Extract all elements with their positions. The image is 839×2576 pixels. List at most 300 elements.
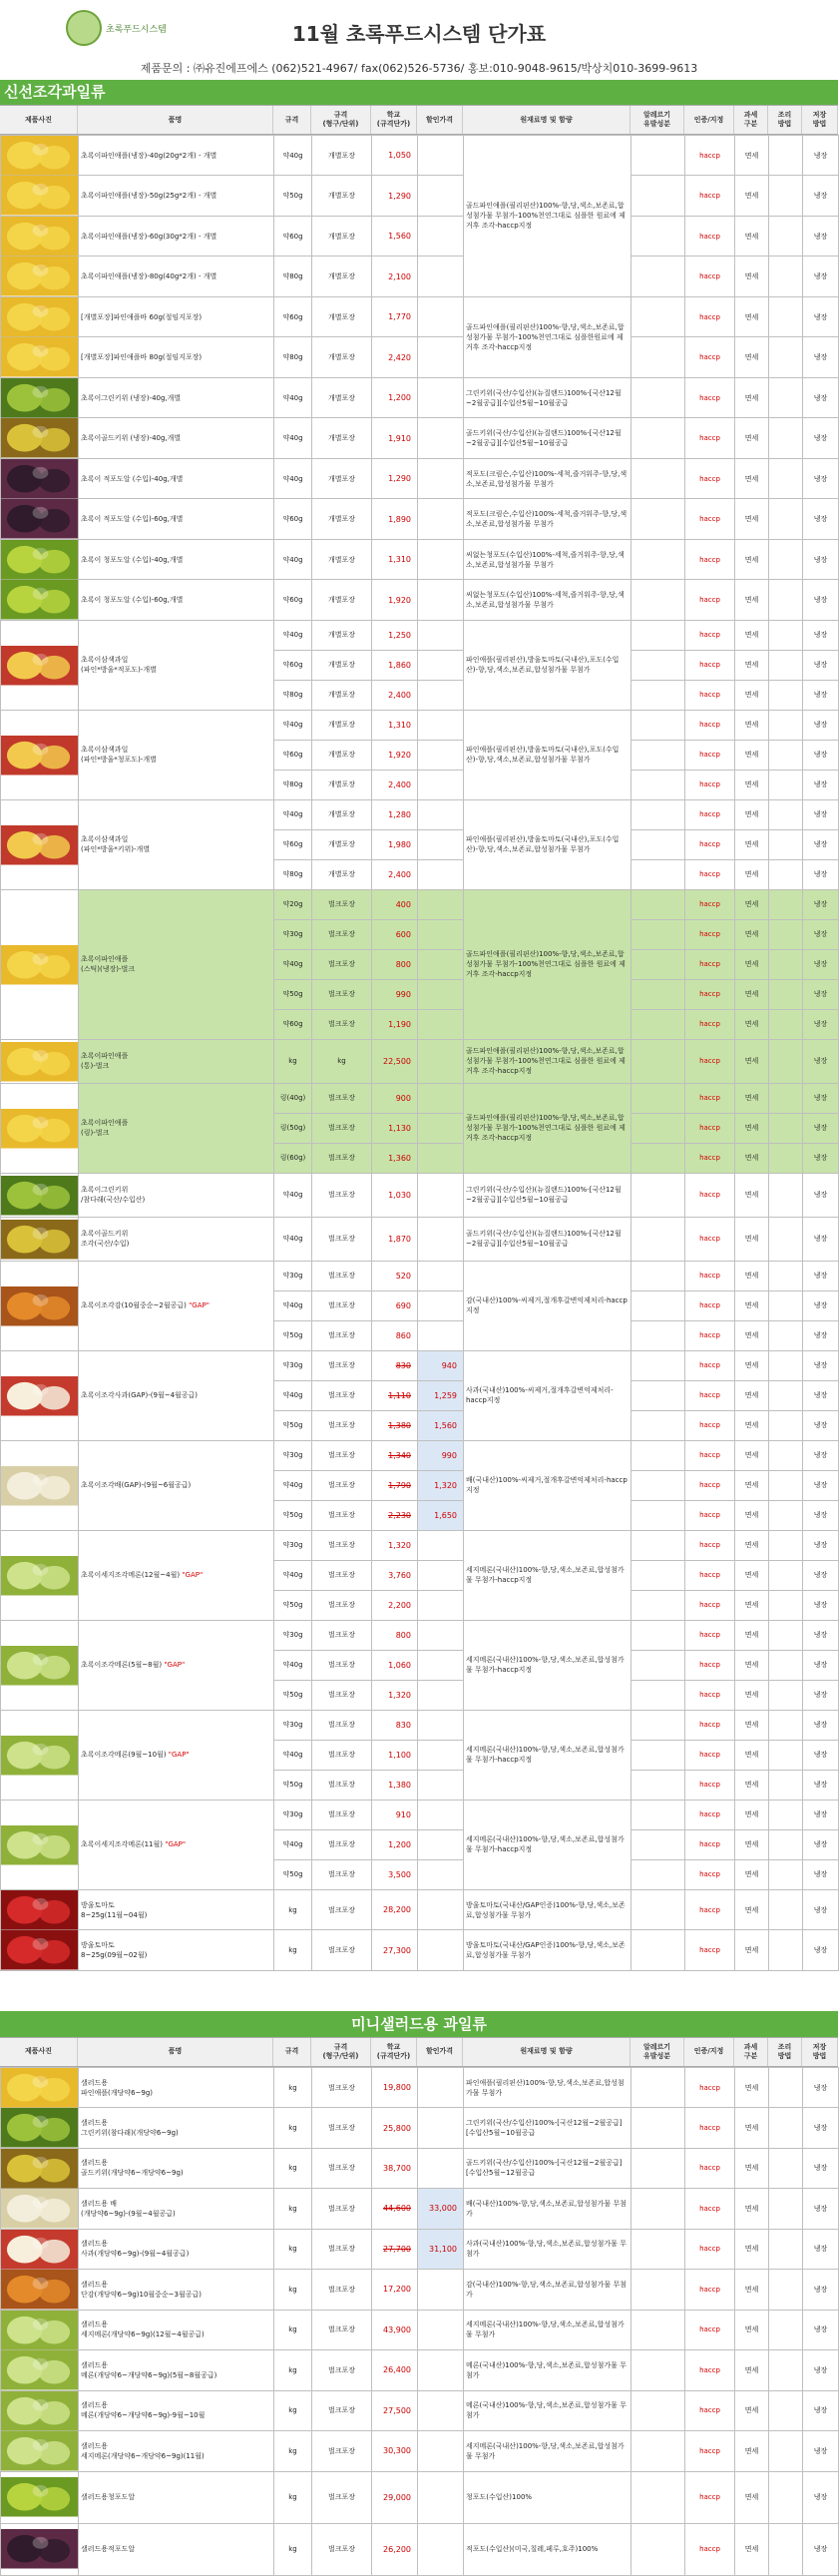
ingredients: 골드키위(국산/수입산)(뉴질랜드)100%-[국산12월~2월공급][수입산5월~10월공급: [464, 418, 631, 458]
table-row: [1, 2229, 839, 2269]
product-name: 초록이파인애플(냉장)-50g(25g*2개) - 개별: [79, 176, 274, 216]
store: 냉장: [803, 2108, 839, 2148]
allergy: [631, 1740, 685, 1770]
unit: 벌크포장: [312, 2431, 372, 2471]
cert: haccp: [685, 2310, 735, 2349]
cert: haccp: [685, 216, 735, 256]
discount-price: [418, 1290, 464, 1320]
cook: [769, 1710, 803, 1740]
price: 3,760: [372, 1560, 418, 1590]
table-row: [1, 2148, 839, 2188]
col-tax: 과세 구분: [734, 2038, 768, 2066]
price: 1,310: [372, 539, 418, 579]
store: 냉장: [803, 650, 839, 680]
table-row: [1, 799, 839, 829]
spec: 약30g: [274, 1440, 312, 1470]
price: 1,200: [372, 1829, 418, 1859]
product-name: 초록이골드키위 조각(국산/수입): [79, 1217, 274, 1261]
store: 냉장: [803, 799, 839, 829]
cert: haccp: [685, 2471, 735, 2523]
discount-price: [418, 539, 464, 579]
store: 냉장: [803, 740, 839, 770]
price: 800: [372, 1620, 418, 1650]
discount-price: 1,560: [418, 1410, 464, 1440]
product-photo-cell: [1, 710, 79, 799]
unit: kg: [312, 1039, 372, 1083]
product-name: 초록이조각사과(GAP)-(9월~4월공급): [79, 1350, 274, 1440]
tax: 면세: [735, 1350, 769, 1380]
product-photo-cell: [1, 799, 79, 889]
allergy: [631, 2523, 685, 2575]
store: 냉장: [803, 1560, 839, 1590]
store: 냉장: [803, 1410, 839, 1440]
cert: haccp: [685, 1380, 735, 1410]
product-name: 샐러드용 세지메론(개당약6~개당약6~9g)(11월): [79, 2431, 274, 2471]
tax: 면세: [735, 1859, 769, 1889]
discount-price: [418, 2310, 464, 2349]
store: 냉장: [803, 1500, 839, 1530]
allergy: [631, 979, 685, 1009]
unit: 벌크포장: [312, 1590, 372, 1620]
col-disc: 할인가격: [417, 106, 463, 134]
product-photo-cell: [1, 499, 79, 539]
product-photo: [1, 2391, 78, 2430]
cert: haccp: [685, 650, 735, 680]
table-row: [1, 710, 839, 740]
discount-price: [418, 1740, 464, 1770]
cook: [769, 2390, 803, 2430]
cert: haccp: [685, 377, 735, 417]
allergy: [631, 2431, 685, 2471]
cook: [769, 216, 803, 256]
product-photo: [1, 1930, 78, 1969]
cook: [769, 2189, 803, 2229]
tax: 면세: [735, 257, 769, 296]
page-title: 11월 초록푸드시스템 단가표: [291, 22, 547, 46]
store: 냉장: [803, 257, 839, 296]
price: 1,030: [372, 1173, 418, 1217]
unit: 개별포장: [312, 458, 372, 498]
price: 1,290: [372, 176, 418, 216]
cert: haccp: [685, 1680, 735, 1710]
table-row: [1, 889, 839, 919]
cert: haccp: [685, 1800, 735, 1829]
cook: [769, 1500, 803, 1530]
product-name: 초록이세지조각메론(11월) "GAP": [79, 1800, 274, 1889]
unit: 개별포장: [312, 650, 372, 680]
table-row: [1, 176, 839, 216]
product-name: 초록이조각메론(5월~8월) "GAP": [79, 1620, 274, 1710]
tax: 면세: [735, 2067, 769, 2107]
tax: 면세: [735, 680, 769, 710]
spec: kg: [274, 2310, 312, 2349]
price: 1,310: [372, 710, 418, 740]
store: 냉장: [803, 680, 839, 710]
gap-badge: "GAP": [186, 1301, 210, 1310]
allergy: [631, 1380, 685, 1410]
spec: 약50g: [274, 1410, 312, 1440]
cert: haccp: [685, 889, 735, 919]
table-row: [1, 296, 839, 336]
tax: 면세: [735, 1173, 769, 1217]
store: 냉장: [803, 458, 839, 498]
cook: [769, 1680, 803, 1710]
unit: 벌크포장: [312, 889, 372, 919]
spec: 약40g: [274, 1740, 312, 1770]
spec: kg: [274, 2189, 312, 2229]
ingredients: 골드파인애플(필리핀산)100%-향,당,색소,보존료,합성첨가물 무첨가-100%천연그대로 심플한 원료에 제거후 조각-haccp지정: [464, 136, 631, 297]
tax: 면세: [735, 859, 769, 889]
cert: haccp: [685, 1261, 735, 1290]
product-photo: [1, 418, 78, 457]
store: 냉장: [803, 1859, 839, 1889]
cert: haccp: [685, 919, 735, 949]
price: 43,900: [372, 2310, 418, 2349]
allergy: [631, 1350, 685, 1380]
price: 2,200: [372, 1590, 418, 1620]
product-photo-cell: [1, 458, 79, 498]
ingredients: 골드파인애플(필리핀산)100%-향,당,색소,보존료,합성첨가물 무첨가-100%천연그대로 심플한 원료에 제거후 조각-haccp지정: [464, 889, 631, 1039]
price-table-salad: [0, 2067, 839, 2576]
product-photo: [1, 2068, 78, 2107]
product-photo-cell: [1, 2108, 79, 2148]
product-name: 방울토마토 8~25g(09월~02월): [79, 1930, 274, 1970]
store: 냉장: [803, 620, 839, 650]
unit: 벌크포장: [312, 2270, 372, 2310]
tax: 면세: [735, 1440, 769, 1470]
discount-price: [418, 2108, 464, 2148]
product-photo: [1, 459, 78, 498]
unit: 벌크포장: [312, 1380, 372, 1410]
tax: 면세: [735, 1470, 769, 1500]
spec: 약50g: [274, 1770, 312, 1800]
product-name: 초록이파인애플 (통)-벌크: [79, 1039, 274, 1083]
store: 냉장: [803, 1889, 839, 1929]
cook: [769, 2067, 803, 2107]
store: 냉장: [803, 1930, 839, 1970]
cert: haccp: [685, 1770, 735, 1800]
unit: 벌크포장: [312, 1350, 372, 1380]
unit: 벌크포장: [312, 1009, 372, 1039]
allergy: [631, 740, 685, 770]
allergy: [631, 458, 685, 498]
original-price: 1,380: [388, 1420, 411, 1430]
tax: 면세: [735, 1380, 769, 1410]
cook: [769, 1590, 803, 1620]
cert: haccp: [685, 1440, 735, 1470]
spec: 약30g: [274, 1710, 312, 1740]
cook: [769, 2148, 803, 2188]
cook: [769, 1039, 803, 1083]
price: [372, 2229, 418, 2269]
discount-price: [418, 1039, 464, 1083]
spec: 약40g: [274, 1380, 312, 1410]
ingredients: 골드키위(국산/수입산)(뉴질랜드)100%-[국산12월~2월공급][수입산5월~10월공급: [464, 1217, 631, 1261]
discount-price: [418, 1590, 464, 1620]
price: 600: [372, 919, 418, 949]
table-row: [1, 257, 839, 296]
allergy: [631, 2148, 685, 2188]
tax: 면세: [735, 136, 769, 176]
table-row: [1, 2471, 839, 2523]
discount-price: [418, 2350, 464, 2390]
cert: haccp: [685, 1530, 735, 1560]
tax: 면세: [735, 1829, 769, 1859]
ingredients: 골드파인애플(필리핀산)100%-향,당,색소,보존료,합성첨가물 무첨가-100%천연그대로 심플한원료에 제거후 조각-haccp지정: [464, 296, 631, 377]
column-header: [0, 105, 838, 135]
tax: 면세: [735, 1410, 769, 1440]
price: 1,560: [372, 216, 418, 256]
table-row: [1, 1620, 839, 1650]
table-row: [1, 377, 839, 417]
discount-price: [418, 136, 464, 176]
spec: 약40g: [274, 136, 312, 176]
price: 1,190: [372, 1009, 418, 1039]
product-name: 초록이골드키위 (냉장)-40g,개별: [79, 418, 274, 458]
unit: 벌크포장: [312, 1859, 372, 1889]
cook: [769, 949, 803, 979]
table-row: [1, 136, 839, 176]
col-store: 저장 방법: [802, 106, 838, 134]
tax: 면세: [735, 1143, 769, 1173]
discount-price: [418, 1261, 464, 1290]
discount-price: 1,320: [418, 1470, 464, 1500]
product-name: 샐러드용 메론(개당약6~개당약6~9g)(5월~8월공급): [79, 2350, 274, 2390]
store: 냉장: [803, 1320, 839, 1350]
store: 냉장: [803, 1800, 839, 1829]
price: [372, 1350, 418, 1380]
ingredients: 씨없는청포도(수입산)100%-세척,즐거워주-향,당,색소,보존료,합성첨가물 무첨가: [464, 580, 631, 620]
cook: [769, 1650, 803, 1680]
cert: haccp: [685, 1710, 735, 1740]
spec: 약40g: [274, 418, 312, 458]
cook: [769, 580, 803, 620]
price: 860: [372, 1320, 418, 1350]
spec: kg: [274, 2431, 312, 2471]
original-price: 2,230: [388, 1510, 411, 1520]
product-photo-cell: [1, 2270, 79, 2310]
unit: 벌크포장: [312, 949, 372, 979]
cert: haccp: [685, 949, 735, 979]
spec: 약60g: [274, 740, 312, 770]
cook: [769, 620, 803, 650]
spec: 약60g: [274, 650, 312, 680]
product-photo: [1, 2431, 78, 2470]
allergy: [631, 620, 685, 650]
unit: 벌크포장: [312, 2350, 372, 2390]
tax: 면세: [735, 979, 769, 1009]
ingredients: 그린키위(국산/수입산)(뉴질랜드)100%-[국산12월~2월공급][수입산5월~10월공급: [464, 1173, 631, 1217]
cook: [769, 539, 803, 579]
tax: 면세: [735, 2108, 769, 2148]
unit: 개별포장: [312, 799, 372, 829]
unit: 개별포장: [312, 176, 372, 216]
unit: 개별포장: [312, 710, 372, 740]
spec: 약40g: [274, 1560, 312, 1590]
cook: [769, 1770, 803, 1800]
allergy: [631, 2310, 685, 2349]
spec: 약40g: [274, 1829, 312, 1859]
product-name: 샐러드용 사과(개당약6~9g)-(9월~4월공급): [79, 2229, 274, 2269]
product-photo-cell: [1, 1083, 79, 1173]
tax: 면세: [735, 949, 769, 979]
cook: [769, 799, 803, 829]
price: [372, 1410, 418, 1440]
cert: haccp: [685, 1173, 735, 1217]
tax: 면세: [735, 1320, 769, 1350]
cert: haccp: [685, 2148, 735, 2188]
allergy: [631, 2229, 685, 2269]
store: 냉장: [803, 136, 839, 176]
cook: [769, 1009, 803, 1039]
cert: haccp: [685, 136, 735, 176]
product-photo: [1, 1109, 78, 1148]
spec: kg: [274, 2229, 312, 2269]
price: 1,060: [372, 1650, 418, 1680]
store: 냉장: [803, 1470, 839, 1500]
section-title-fresh: 신선조각과일류: [0, 80, 838, 105]
allergy: [631, 1173, 685, 1217]
cook: [769, 1290, 803, 1320]
product-photo-cell: [1, 1217, 79, 1261]
ingredients: 세지메론(국내산)100%-향,당,색소,보존료,합성첨가물 무첨가: [464, 2431, 631, 2471]
product-photo: [1, 217, 78, 256]
ingredients: 방울토마토(국내산/GAP인증)100%-향,당,색소,보존료,합성첨가물 무첨가: [464, 1930, 631, 1970]
spec: 약60g: [274, 580, 312, 620]
cook: [769, 1800, 803, 1829]
spec: 약80g: [274, 680, 312, 710]
cert: haccp: [685, 1083, 735, 1113]
tax: 면세: [735, 650, 769, 680]
cert: haccp: [685, 799, 735, 829]
ingredients: 파인애플(필리핀산),방울토마토(국내산),포도(수입산)-향,당,색소,보존료,합성첨가물 무첨가: [464, 799, 631, 889]
table-row: [1, 2390, 839, 2430]
spec: kg: [274, 2108, 312, 2148]
ingredients: 적포도(수입산)(미국,칠레,페루,호주)100%: [464, 2523, 631, 2575]
column-header: [0, 2037, 838, 2067]
cook: [769, 1530, 803, 1560]
cert: haccp: [685, 1590, 735, 1620]
cook: [769, 1083, 803, 1113]
unit: 벌크포장: [312, 2310, 372, 2349]
table-row: [1, 1800, 839, 1829]
ingredients: 사과(국내산)100%-향,당,색소,보존료,합성첨가물 무첨가: [464, 2229, 631, 2269]
cook: [769, 2229, 803, 2269]
tax: 면세: [735, 1710, 769, 1740]
spec: 약40g: [274, 1470, 312, 1500]
allergy: [631, 829, 685, 859]
product-name: 초록이그린키위 /참다래(국산/수입산): [79, 1173, 274, 1217]
allergy: [631, 1009, 685, 1039]
tax: 면세: [735, 1800, 769, 1829]
col-ingr: 원재료명 및 함량: [463, 106, 630, 134]
ingredients: 감(국내산)100%-씨제거,절개후갈변억제처리-haccp지정: [464, 1261, 631, 1350]
product-photo-cell: [1, 2523, 79, 2575]
table-row: [1, 1350, 839, 1380]
cert: haccp: [685, 680, 735, 710]
tax: 면세: [735, 2189, 769, 2229]
spec: 약40g: [274, 377, 312, 417]
product-photo: [1, 2529, 78, 2568]
unit: 개별포장: [312, 580, 372, 620]
cook: [769, 377, 803, 417]
header: [0, 0, 838, 80]
product-photo: [1, 136, 78, 175]
price: 1,200: [372, 377, 418, 417]
cert: haccp: [685, 499, 735, 539]
product-photo: [1, 337, 78, 376]
store: 냉장: [803, 2350, 839, 2390]
discount-price: [418, 1650, 464, 1680]
table-row: [1, 2067, 839, 2107]
allergy: [631, 2350, 685, 2390]
unit: 개별포장: [312, 680, 372, 710]
unit: 벌크포장: [312, 1500, 372, 1530]
discount-price: [418, 176, 464, 216]
cook: [769, 680, 803, 710]
store: 냉장: [803, 2390, 839, 2430]
allergy: [631, 418, 685, 458]
cert: haccp: [685, 2523, 735, 2575]
cook: [769, 337, 803, 377]
spec: 약80g: [274, 770, 312, 799]
cook: [769, 499, 803, 539]
table-row: [1, 458, 839, 498]
product-photo: [1, 1556, 78, 1595]
store: 냉장: [803, 539, 839, 579]
price: 26,200: [372, 2523, 418, 2575]
discount-price: [418, 1083, 464, 1113]
table-row: [1, 1889, 839, 1929]
cook: [769, 1350, 803, 1380]
unit: 벌크포장: [312, 1410, 372, 1440]
discount-price: [418, 418, 464, 458]
tax: 면세: [735, 1290, 769, 1320]
table-row: [1, 1083, 839, 1113]
cert: haccp: [685, 580, 735, 620]
unit: 벌크포장: [312, 1829, 372, 1859]
cook: [769, 859, 803, 889]
price: 1,130: [372, 1113, 418, 1143]
discount-price: [418, 949, 464, 979]
allergy: [631, 216, 685, 256]
table-row: [1, 2523, 839, 2575]
unit: 개별포장: [312, 257, 372, 296]
original-price: 27,700: [383, 2244, 411, 2254]
cook: [769, 1560, 803, 1590]
product-photo-cell: [1, 620, 79, 710]
product-name: 초록이파인애플 (스틱)(냉장)-벌크: [79, 889, 274, 1039]
product-photo-cell: [1, 2431, 79, 2471]
cert: haccp: [685, 2108, 735, 2148]
cert: haccp: [685, 1560, 735, 1590]
price: 27,500: [372, 2390, 418, 2430]
spec: 약50g: [274, 1320, 312, 1350]
spec: 링(60g): [274, 1143, 312, 1173]
tax: 면세: [735, 1530, 769, 1560]
tax: 면세: [735, 799, 769, 829]
discount-price: [418, 889, 464, 919]
tax: 면세: [735, 2523, 769, 2575]
discount-price: [418, 1770, 464, 1800]
col-cert: 인증/지정: [684, 2038, 734, 2066]
unit: 벌크포장: [312, 2523, 372, 2575]
discount-price: [418, 979, 464, 1009]
spec: kg: [274, 2270, 312, 2310]
price: 2,400: [372, 770, 418, 799]
price: [372, 1380, 418, 1410]
price: 1,980: [372, 829, 418, 859]
